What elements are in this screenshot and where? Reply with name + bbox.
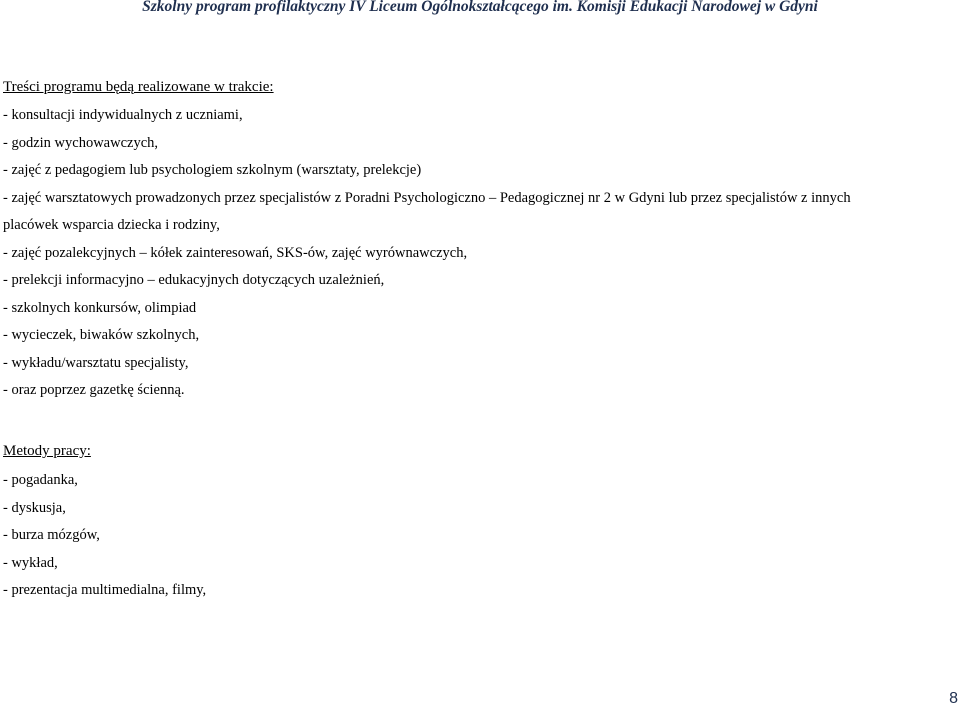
list-item: - wykład, [3, 554, 58, 571]
list-item: - wycieczek, biwaków szkolnych, [3, 327, 200, 343]
list-item: - pogadanka, [3, 472, 78, 488]
list-item: - zajęć z pedagogiem lub psychologiem szkolnym (warsztaty, prelekcje) [3, 162, 422, 178]
list-item: - godzin wychowawczych, [3, 134, 159, 151]
list-item: - zajęć pozalekcyjnych – kółek zainteresowań, SKS-ów, zajęć wyrównawczych, [3, 244, 468, 261]
list-item: - burza mózgów, [3, 527, 100, 543]
list-item: - wykładu/warsztatu specjalisty, [3, 354, 189, 371]
methods-list [3, 467, 933, 605]
document-header: Szkolny program profilaktyczny IV Liceum Ogólnokształcącego im. Komisji Edukacji Narodowej w Gdyni [142, 0, 818, 15]
content-delivery-list [3, 102, 933, 405]
section-heading-methods: Metody pracy: [3, 443, 91, 459]
page-number: 8 [949, 690, 958, 707]
list-item: - prelekcji informacyjno – edukacyjnych dotyczących uzależnień, [3, 272, 385, 288]
list-item: - szkolnych konkursów, olimpiad [3, 299, 197, 316]
section-heading-content-delivery: Treści programu będą realizowane w trakcie: [3, 79, 274, 95]
list-item: - zajęć warsztatowych prowadzonych przez specjalistów z Poradni Psychologiczno – Pedagogicznej nr 2 w Gdyni lub przez specjalistów z innych placówek wsparcia dziecka i rodziny, [3, 189, 851, 233]
list-item: - prezentacja multimedialna, filmy, [3, 582, 207, 598]
list-item: - oraz poprzez gazetkę ścienną. [3, 382, 185, 398]
list-item: - dyskusja, [3, 499, 66, 516]
list-item: - konsultacji indywidualnych z uczniami, [3, 107, 243, 123]
